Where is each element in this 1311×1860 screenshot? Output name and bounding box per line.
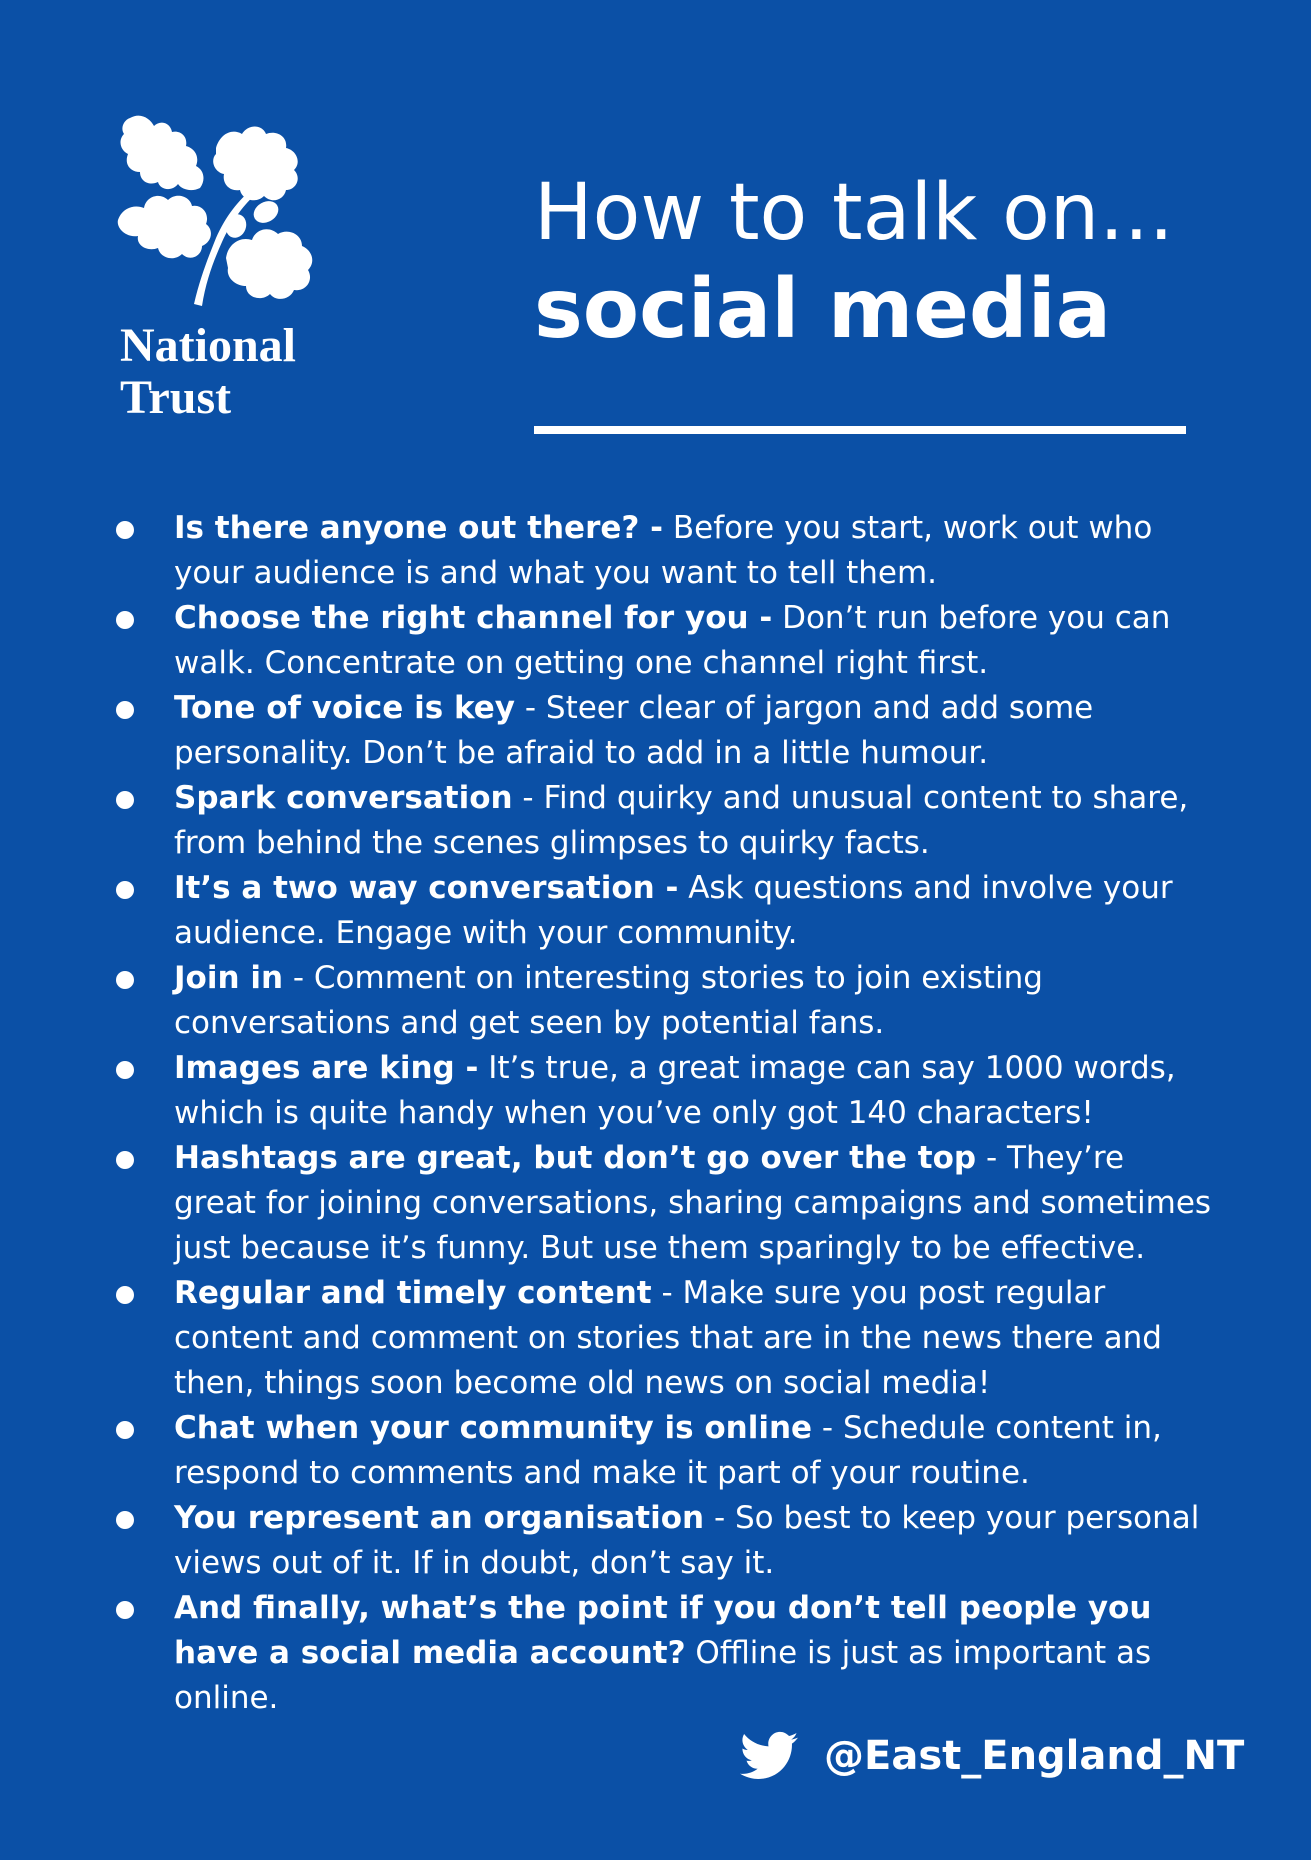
tip-heading: And finally, what’s the point if you don’t tell people you have a social media account? (174, 1590, 1152, 1671)
tip-body: - Steer clear of jargon and add some personality. Don’t be afraid to add in a little humour. (174, 690, 1094, 771)
tip-item (112, 1271, 1212, 1406)
bullet-icon (116, 611, 134, 629)
twitter-bird-icon (740, 1731, 798, 1781)
bullet-icon (116, 971, 134, 989)
tip-body: Before you start, work out who your audience is and what you want to tell them. (174, 510, 1153, 591)
bullet-icon (116, 1421, 134, 1439)
tip-heading: Join in (174, 960, 284, 996)
twitter-footer[interactable] (740, 1726, 1244, 1786)
tip-heading: Is there anyone out there? - (174, 510, 664, 546)
tip-item (112, 506, 1212, 596)
bullet-icon (116, 1151, 134, 1169)
tip-body: - Find quirky and unusual content to share, from behind the scenes glimpses to quirky facts. (174, 780, 1189, 861)
tip-heading: Chat when your community is online (174, 1410, 813, 1446)
bullet-icon (116, 1601, 134, 1619)
tip-item (112, 1046, 1212, 1136)
tip-heading: Hashtags are great, but don’t go over the top (174, 1140, 977, 1176)
bullet-icon (116, 1511, 134, 1529)
tip-body: - Schedule content in, respond to comments and make it part of your routine. (174, 1410, 1162, 1491)
bullet-icon (116, 791, 134, 809)
tip-body: Offline is just as important as online. (174, 1635, 1152, 1716)
bullet-icon (116, 1286, 134, 1304)
logo-wordmark-line1: National (120, 319, 297, 372)
title-divider (534, 426, 1186, 434)
bullet-icon (116, 701, 134, 719)
tip-body: - They’re great for joining conversations, sharing campaigns and sometimes just because it’s funny. But use them sparingly to be effective. (174, 1140, 1212, 1266)
tip-body: It’s true, a great image can say 1000 words, which is quite handy when you’ve only got 140 characters! (174, 1050, 1176, 1131)
tip-heading: Choose the right channel for you - (174, 600, 773, 636)
title-line2: social media (534, 262, 1112, 357)
tip-item (112, 686, 1212, 776)
logo-wordmark (120, 320, 296, 424)
tip-heading: Spark conversation (174, 780, 513, 816)
tip-body: - Comment on interesting stories to join existing conversations and get seen by potential fans. (174, 960, 1043, 1041)
tip-item (112, 1406, 1212, 1496)
tip-heading: It’s a two way conversation - (174, 870, 679, 906)
tip-item (112, 776, 1212, 866)
tip-heading: Regular and timely content (174, 1275, 652, 1311)
tip-item (112, 596, 1212, 686)
logo-wordmark-line2: Trust (120, 371, 232, 424)
bullet-icon (116, 881, 134, 899)
oak-leaf-acorn-icon (116, 108, 316, 308)
bullet-icon (116, 521, 134, 539)
tip-heading: You represent an organisation (174, 1500, 705, 1536)
national-trust-logo (116, 108, 336, 428)
tip-item (112, 1586, 1212, 1721)
tip-item (112, 1496, 1212, 1586)
tip-heading: Images are king - (174, 1050, 479, 1086)
twitter-handle[interactable]: @East_England_NT (824, 1733, 1245, 1779)
tip-body: Ask questions and involve your audience. Engage with your community. (174, 870, 1173, 951)
tip-item (112, 866, 1212, 956)
tip-body: - So best to keep your personal views out of it. If in doubt, don’t say it. (174, 1500, 1200, 1581)
tip-item (112, 1136, 1212, 1271)
tips-list (112, 506, 1212, 1721)
tip-heading: Tone of voice is key (174, 690, 515, 726)
tip-body: Don’t run before you can walk. Concentrate on getting one channel right first. (174, 600, 1171, 681)
bullet-icon (116, 1061, 134, 1079)
title-line1: How to talk on... (534, 168, 1174, 258)
tip-item (112, 956, 1212, 1046)
tip-body: - Make sure you post regular content and comment on stories that are in the news there and then, things soon become old news on social media! (174, 1275, 1162, 1401)
page-title (534, 168, 1194, 358)
